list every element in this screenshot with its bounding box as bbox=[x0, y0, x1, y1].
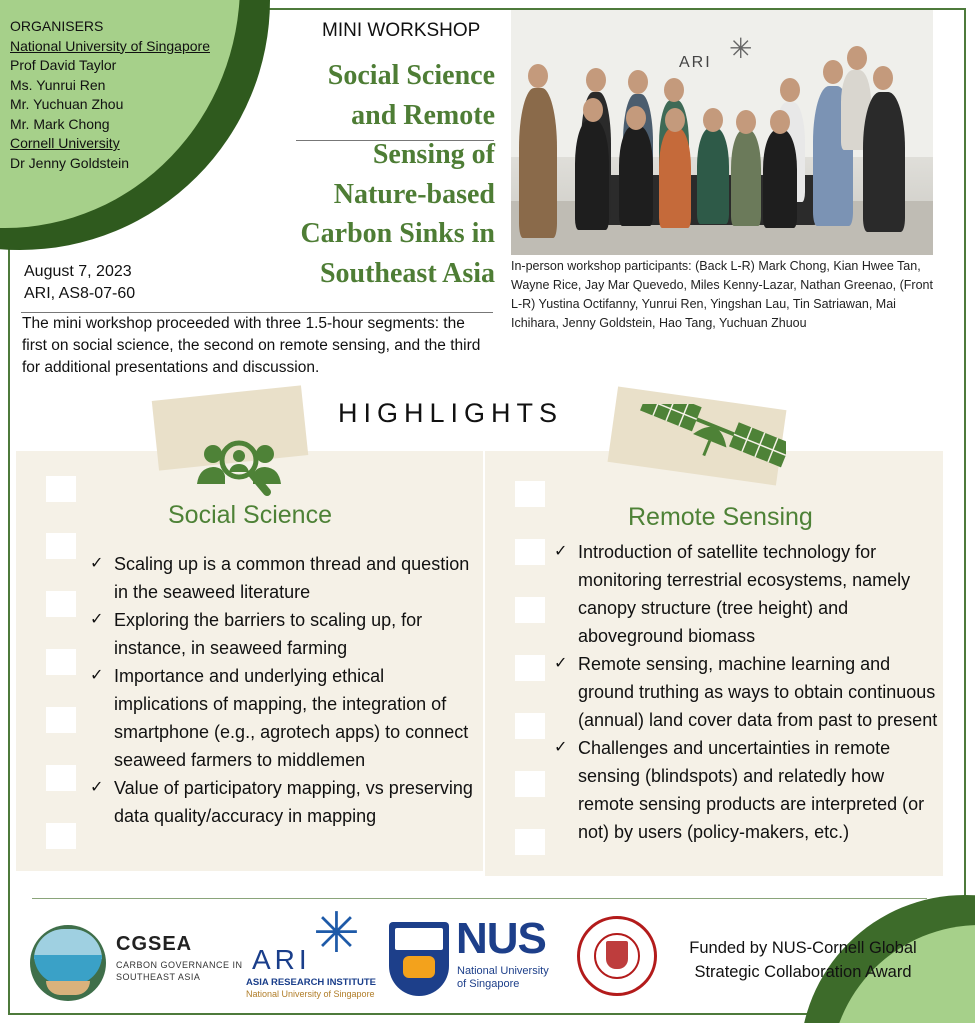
remote-sensing-points bbox=[554, 538, 939, 846]
panel-square bbox=[46, 765, 76, 791]
organiser-line: National University of Singapore bbox=[10, 37, 210, 54]
list-item: ✓ Remote sensing, machine learning and ground truthing as ways to obtain continuous (annual) land cover data from past to present bbox=[554, 650, 939, 734]
photo-head bbox=[873, 66, 893, 90]
organisers-heading: ORGANISERS bbox=[10, 18, 104, 34]
organisers-block bbox=[10, 17, 210, 173]
organiser-line: Mr. Mark Chong bbox=[10, 115, 110, 132]
nus-crest-icon bbox=[389, 922, 449, 996]
photo-person bbox=[659, 128, 691, 228]
panel-square bbox=[515, 829, 545, 855]
photo-ari-star: ✳ bbox=[729, 33, 753, 64]
panel-square bbox=[46, 823, 76, 849]
nus-subtitle: of Singapore bbox=[457, 978, 520, 990]
panel-square bbox=[46, 533, 76, 559]
photo-head bbox=[626, 106, 646, 130]
remote-sensing-title: Remote Sensing bbox=[628, 503, 813, 531]
cgsea-subtitle-line: CARBON GOVERNANCE IN bbox=[116, 960, 243, 970]
photo-head bbox=[780, 78, 800, 102]
photo-ari-sign: ARI bbox=[679, 54, 712, 71]
panel-square bbox=[46, 591, 76, 617]
group-photo bbox=[511, 10, 933, 255]
ari-subtitle: ASIA RESEARCH INSTITUTE bbox=[246, 977, 377, 988]
photo-head bbox=[823, 60, 843, 84]
cgsea-logo-sand bbox=[46, 981, 90, 995]
ari-star-icon: ✳ bbox=[313, 901, 360, 964]
nus-subtitle: National University bbox=[457, 965, 549, 977]
photo-person bbox=[575, 120, 609, 230]
ari-subtitle-university: National University of Singapore bbox=[246, 989, 375, 999]
photo-person bbox=[519, 88, 557, 238]
photo-person bbox=[763, 130, 797, 228]
photo-head bbox=[736, 110, 756, 134]
cgsea-subtitle bbox=[116, 959, 243, 983]
event-details bbox=[24, 261, 135, 305]
list-item: ✓ Scaling up is a common thread and question in the seaweed literature bbox=[90, 550, 475, 606]
panel-square bbox=[46, 476, 76, 502]
highlights-heading: HIGHLIGHTS bbox=[338, 398, 564, 428]
photo-head bbox=[665, 108, 685, 132]
cgsea-subtitle-line: SOUTHEAST ASIA bbox=[116, 972, 201, 982]
photo-head bbox=[583, 98, 603, 122]
nus-crest-lion bbox=[403, 956, 435, 978]
panel-square bbox=[515, 771, 545, 797]
funding-statement: Funded by NUS-Cornell Global Strategic Collaboration Award bbox=[689, 939, 917, 981]
social-science-points bbox=[90, 550, 475, 830]
ari-logo-text: ARI bbox=[252, 944, 311, 975]
event-venue: ARI, AS8-07-60 bbox=[24, 285, 136, 302]
title-line: Carbon Sinks in bbox=[300, 218, 495, 249]
list-item: ✓ Importance and underlying ethical implications of mapping, the integration of smartphone (e.g., agrotech apps) to connect seaweed farmers to middlemen bbox=[90, 662, 475, 774]
title-line: and Remote bbox=[351, 99, 495, 131]
title-line: Social Science bbox=[327, 60, 495, 91]
photo-person bbox=[619, 126, 653, 226]
list-item: ✓ Introduction of satellite technology for monitoring terrestrial ecosystems, namely canopy structure (tree height) and aboveground biomass bbox=[554, 538, 939, 650]
cornell-seal-shield bbox=[606, 941, 628, 969]
panel-square bbox=[515, 597, 545, 623]
nus-crest-books bbox=[395, 928, 443, 950]
photo-head bbox=[703, 108, 723, 132]
panel-square bbox=[46, 649, 76, 675]
photo-person bbox=[731, 130, 761, 226]
photo-head bbox=[847, 46, 867, 70]
title-line: Southeast Asia bbox=[319, 257, 495, 289]
nus-logo-text: NUS bbox=[456, 914, 546, 963]
title-line: Nature-based bbox=[333, 178, 495, 210]
organiser-line: Mr. Yuchuan Zhou bbox=[10, 96, 124, 112]
photo-person bbox=[863, 92, 905, 232]
workshop-title bbox=[255, 56, 495, 293]
intro-text: The mini workshop proceeded with three 1.5-hour segments: the first on social science, the second on remote sensing, and the third for additional presentations and discussion. bbox=[22, 315, 481, 376]
organiser-line: Dr Jenny Goldstein bbox=[10, 154, 130, 171]
cornell-seal-icon bbox=[577, 916, 657, 996]
footer-divider bbox=[32, 898, 927, 899]
satellite-icon bbox=[626, 404, 786, 496]
list-item: ✓ Exploring the barriers to scaling up, for instance, in seaweed farming bbox=[90, 606, 475, 662]
title-line: Sensing of bbox=[372, 139, 495, 170]
photo-head bbox=[628, 70, 648, 94]
mini-workshop-label: MINI WORKSHOP bbox=[322, 20, 481, 41]
panel-square bbox=[515, 539, 545, 565]
list-item: ✓ Challenges and uncertainties in remote sensing (blindspots) and relatedly how remote sensing products are interpreted (or not) by users (policy-makers, etc.) bbox=[554, 734, 939, 846]
photo-head bbox=[770, 110, 790, 134]
panel-square bbox=[515, 655, 545, 681]
panel-square bbox=[515, 713, 545, 739]
organiser-line: Ms. Yunrui Ren bbox=[10, 76, 106, 93]
cgsea-name: CGSEA bbox=[116, 933, 193, 955]
cgsea-logo bbox=[30, 925, 106, 1001]
event-date: August 7, 2023 bbox=[24, 263, 132, 280]
photo-head bbox=[664, 78, 684, 102]
social-science-title: Social Science bbox=[168, 501, 332, 529]
photo-person bbox=[697, 128, 729, 224]
photo-head bbox=[586, 68, 606, 92]
organiser-line: Cornell University bbox=[10, 135, 120, 151]
photo-head bbox=[528, 64, 548, 88]
panel-square bbox=[515, 481, 545, 507]
organiser-line: Prof David Taylor bbox=[10, 57, 117, 73]
photo-caption: In-person workshop participants: (Back L-R) Mark Chong, Kian Hwee Tan, Wayne Rice, Jay Mar Quevedo, Miles Kenny-Lazar, Nathan Greenao, (Front L-R) Yustina Octifanny, Yunrui Ren, Yingshan Lau, Tin Satriawan, Mai Ichihara, Jenny Goldstein, Hao Tang, Yuchuan Zhuou bbox=[511, 259, 933, 330]
people-search-icon bbox=[193, 432, 285, 500]
list-item: ✓ Value of participatory mapping, vs preserving data quality/accuracy in mapping bbox=[90, 774, 475, 830]
panel-square bbox=[46, 707, 76, 733]
